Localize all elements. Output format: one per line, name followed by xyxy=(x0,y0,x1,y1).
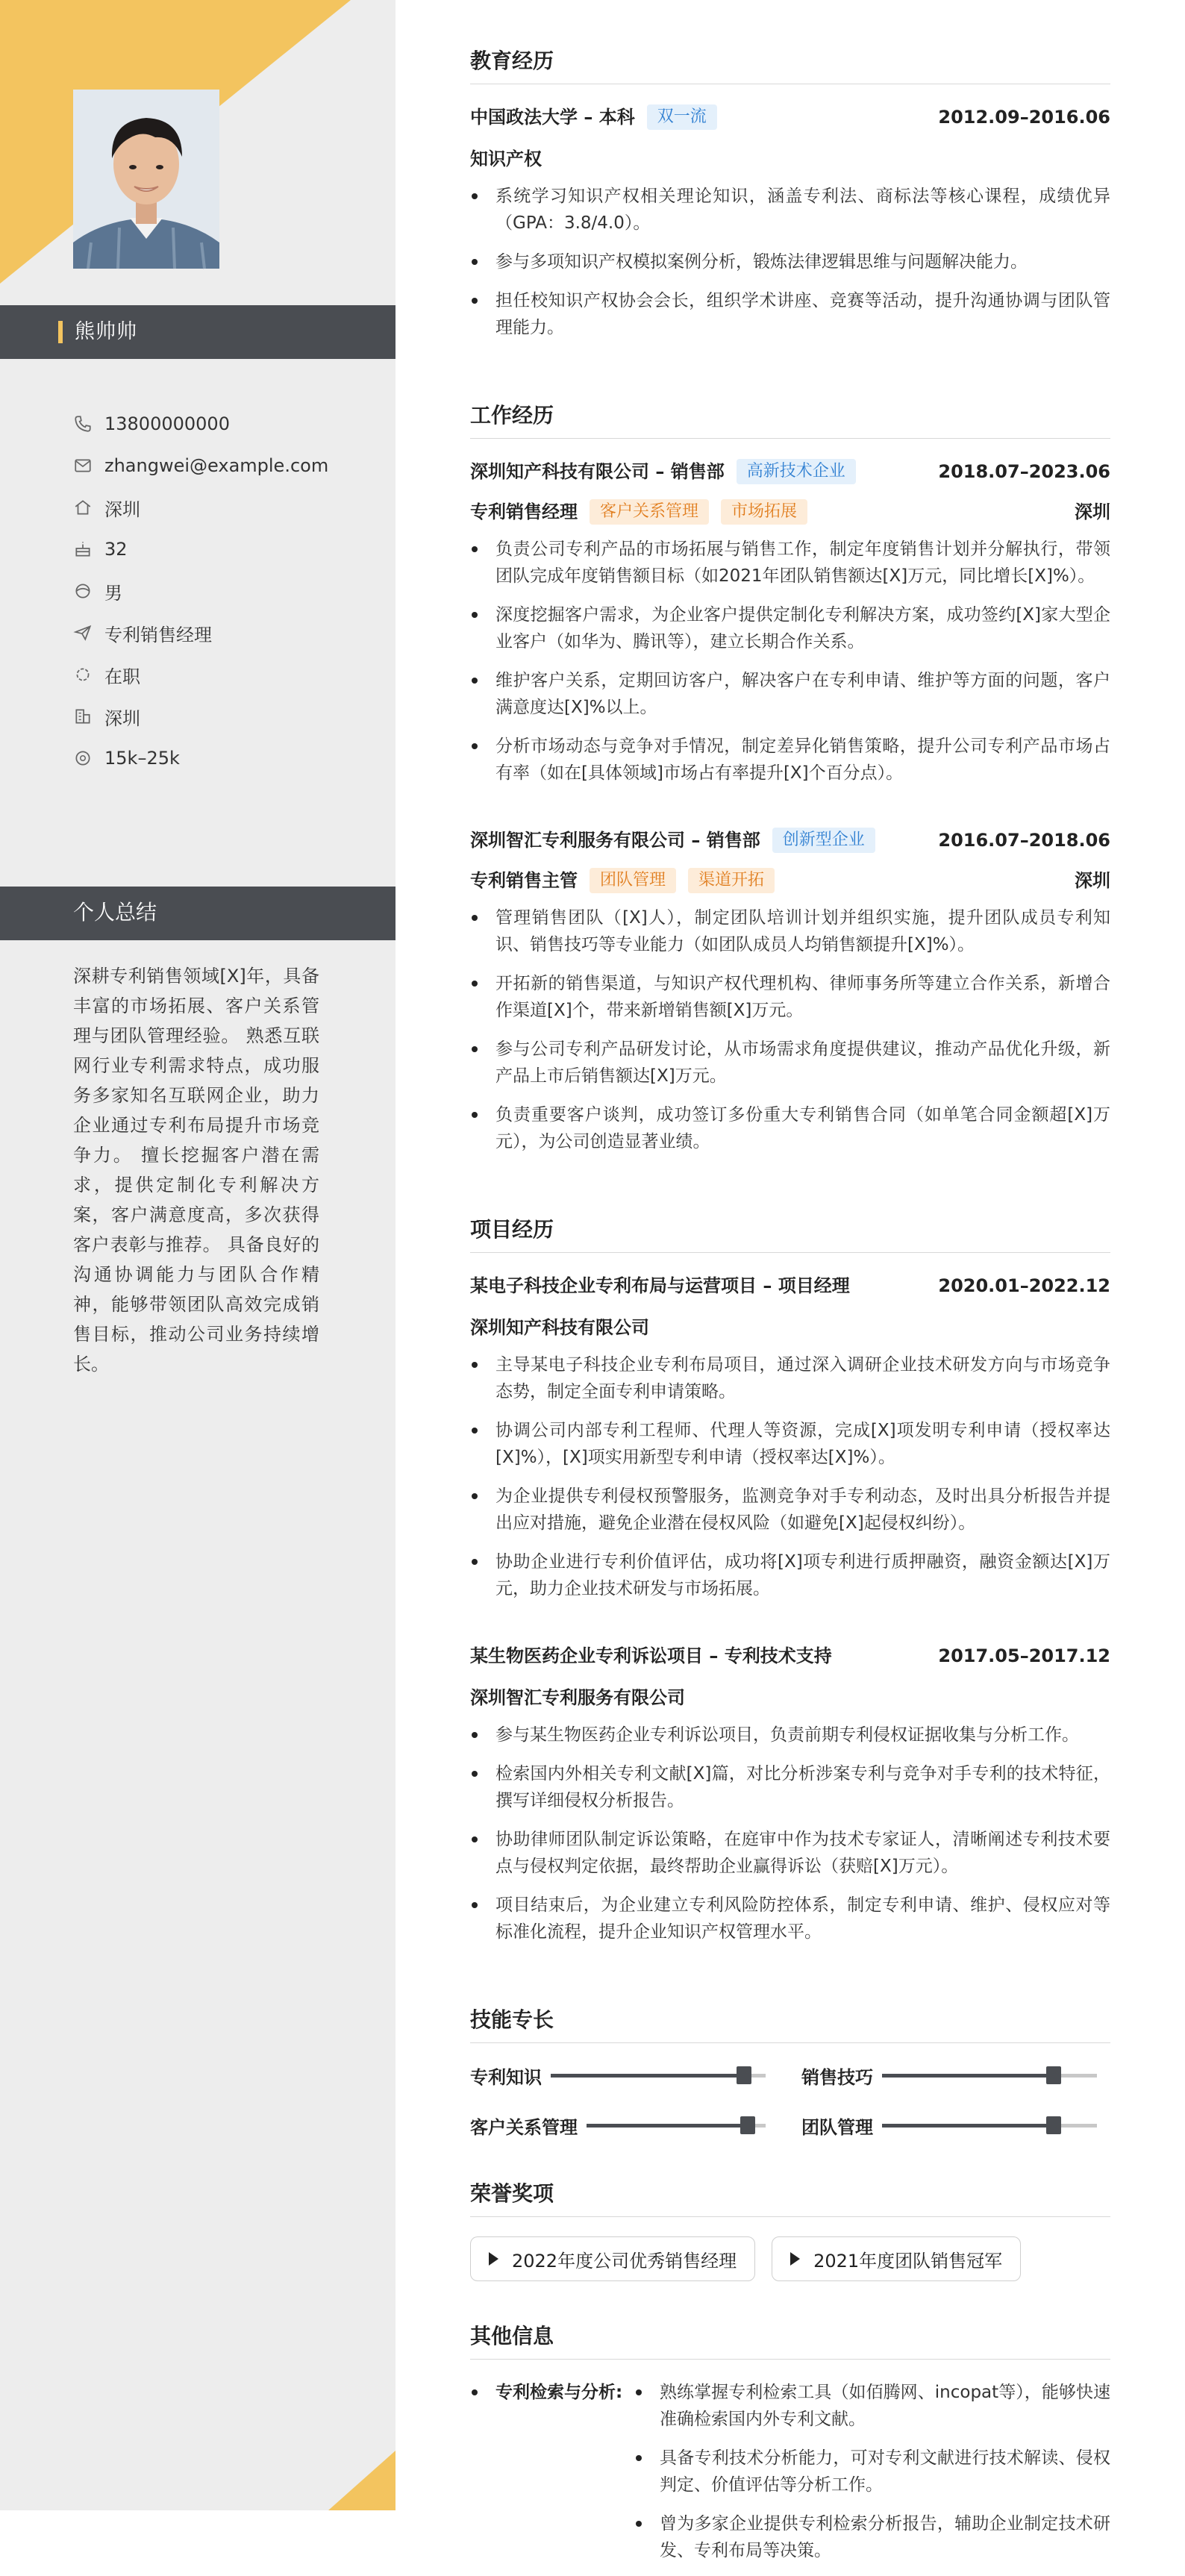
home-icon xyxy=(73,498,93,517)
awards-section xyxy=(470,2178,1110,2281)
role-row xyxy=(470,867,1110,894)
contact-age xyxy=(73,528,387,570)
contact-email xyxy=(73,445,387,487)
skill-name: 销售技巧 xyxy=(801,2067,873,2088)
company-tag: 创新型企业 xyxy=(772,828,875,853)
list-item: 维护客户关系，定期回访客户，解决客户在专利申请、维护等方面的问题，客户满意度达[X]%以上。 xyxy=(470,667,1110,721)
skill-bar xyxy=(587,2124,766,2128)
contact-text: 深圳 xyxy=(104,707,140,729)
role-tag: 团队管理 xyxy=(590,868,676,893)
work-city: 深圳 xyxy=(1075,870,1110,891)
project-org: 深圳智汇专利服务有限公司 xyxy=(470,1687,685,1708)
skill-bar xyxy=(882,2074,1097,2078)
skill-name: 客户关系管理 xyxy=(470,2117,578,2138)
project-bullets xyxy=(470,1722,1110,1945)
company-tag: 高新技术企业 xyxy=(737,459,856,484)
building-icon xyxy=(73,707,93,726)
list-item: 检索国内外相关专利文献[X]篇，对比分析涉案专利与竞争对手专利的技术特征，撰写详细侵权分析报告。 xyxy=(470,1760,1110,1814)
project-header xyxy=(470,1642,1110,1669)
summary-text: 深耕专利销售领域[X]年，具备丰富的市场拓展、客户关系管理与团队管理经验。 熟悉互联网行业专利需求特点，成功服务多家知名互联网企业，助力企业通过专利布局提升市场竞争力。 擅长挖掘客户潜在需求，提供定制化专利解决方案，客户满意度高，多次获得客户表彰与推荐。 具备良好的沟通协调能力与团队合作精神，能够带领团队高效完成销售目标，推动公司业务持续增长。 xyxy=(73,966,319,1375)
skill-item xyxy=(470,2113,779,2139)
skill-fill xyxy=(551,2074,744,2078)
list-item: 参与多项知识产权模拟案例分析，锻炼法律逻辑思维与问题解决能力。 xyxy=(470,248,1110,275)
company-name: 深圳智汇专利服务有限公司 – 销售部 xyxy=(470,830,760,851)
education-section xyxy=(470,45,1110,341)
major: 知识产权 xyxy=(470,149,542,169)
list-item: 参与某生物医药企业专利诉讼项目，负责前期专利侵权证据收集与分析工作。 xyxy=(470,1722,1110,1748)
salary-icon xyxy=(73,748,93,768)
role-row xyxy=(470,498,1110,525)
skills-section xyxy=(470,2004,1110,2139)
phone-icon xyxy=(73,414,93,434)
project-header xyxy=(470,1272,1110,1299)
skill-knob xyxy=(737,2066,751,2084)
education-date: 2012.09–2016.06 xyxy=(938,107,1110,128)
other-item xyxy=(470,2379,1110,2576)
role-tag: 渠道开拓 xyxy=(688,868,775,893)
list-item: 负责重要客户谈判，成功签订多份重大专利销售合同（如单笔合同金额超[X]万元），为公司创造显著业绩。 xyxy=(470,1101,1110,1155)
contact-text: 15k–25k xyxy=(104,748,180,769)
project-date: 2020.01–2022.12 xyxy=(938,1275,1110,1296)
work-header xyxy=(470,827,1110,854)
skill-item xyxy=(801,2063,1110,2089)
work-city: 深圳 xyxy=(1075,501,1110,522)
contact-gender xyxy=(73,570,387,612)
mail-icon xyxy=(73,456,93,475)
skill-name: 团队管理 xyxy=(801,2117,873,2138)
list-item: 系统学习知识产权相关理论知识，涵盖专利法、商标法等核心课程，成绩优异（GPA：3.8/4.0）。 xyxy=(470,183,1110,237)
list-item: 项目结束后，为企业建立专利风险防控体系，制定专利申请、维护、侵权应对等标准化流程，提升企业知识产权管理水平。 xyxy=(470,1892,1110,1945)
skill-fill xyxy=(882,2124,1054,2128)
contact-city xyxy=(73,695,387,737)
education-header xyxy=(470,104,1110,131)
list-item: 深度挖掘客户需求，为企业客户提供定制化专利解决方案，成功签约[X]家大型企业客户（如华为、腾讯等），建立长期合作关系。 xyxy=(470,601,1110,655)
list-item: 开拓新的销售渠道，与知识产权代理机构、律师事务所等建立合作关系，新增合作渠道[X]个，带来新增销售额[X]万元。 xyxy=(470,970,1110,1024)
projects-section xyxy=(470,1213,1110,1945)
contact-text: 男 xyxy=(104,582,122,604)
contact-text: zhangwei@example.com xyxy=(104,455,329,476)
skills-grid xyxy=(470,2063,1110,2139)
award-text: 2022年度公司优秀销售经理 xyxy=(512,2250,737,2272)
contact-text: 专利销售经理 xyxy=(104,624,212,645)
role-name: 专利销售经理 xyxy=(470,501,578,522)
skill-knob xyxy=(1046,2066,1061,2084)
section-title: 工作经历 xyxy=(470,399,1110,439)
send-icon xyxy=(73,623,93,643)
list-item: 协助企业进行专利价值评估，成功将[X]项专利进行质押融资，融资金额达[X]万元，助力企业技术研发与市场拓展。 xyxy=(470,1548,1110,1602)
award-text: 2021年度团队销售冠军 xyxy=(813,2250,1003,2272)
contact-position xyxy=(73,612,387,654)
contact-location xyxy=(73,487,387,528)
section-title: 教育经历 xyxy=(470,45,1110,84)
skill-knob xyxy=(1046,2116,1061,2134)
list-item: 为企业提供专利侵权预警服务，监测竞争对手专利动态，及时出具分析报告并提出应对措施，避免企业潜在侵权风险（如避免[X]起侵权纠纷）。 xyxy=(470,1483,1110,1536)
project-item xyxy=(470,1642,1110,1945)
contact-text: 在职 xyxy=(104,666,140,687)
skill-name: 专利知识 xyxy=(470,2067,542,2088)
avatar xyxy=(73,90,219,269)
list-item: 主导某电子科技企业专利布局项目，通过深入调研企业技术研发方向与市场竞争态势，制定全面专利申请策略。 xyxy=(470,1351,1110,1405)
work-item xyxy=(470,827,1110,1155)
awards-list xyxy=(470,2236,1110,2281)
contact-text: 13800000000 xyxy=(104,413,230,434)
project-org: 深圳知产科技有限公司 xyxy=(470,1317,649,1338)
school-name: 中国政法大学 – 本科 xyxy=(470,107,635,128)
contact-salary xyxy=(73,737,387,779)
work-bullets xyxy=(470,536,1110,787)
role-tag: 市场拓展 xyxy=(721,499,807,525)
award-badge xyxy=(772,2236,1021,2281)
skill-fill xyxy=(587,2124,748,2128)
role-name: 专利销售主管 xyxy=(470,870,578,891)
skill-knob xyxy=(740,2116,755,2134)
list-item: 管理销售团队（[X]人），制定团队培训计划并组织实施，提升团队成员专利知识、销售技巧等专业能力（如团队成员人均销售额提升[X]%）。 xyxy=(470,904,1110,958)
work-bullets xyxy=(470,904,1110,1155)
section-title: 技能专长 xyxy=(470,2004,1110,2043)
skill-fill xyxy=(882,2074,1054,2078)
summary-title: 个人总结 xyxy=(73,900,157,925)
list-item: 熟练掌握专利检索工具（如佰腾网、incopat等），能够快速准确检索国内外专利文献。 xyxy=(634,2379,1110,2433)
work-section xyxy=(470,399,1110,1155)
list-item: 负责公司专利产品的市场拓展与销售工作，制定年度销售计划并分解执行，带领团队完成年度销售额目标（如2021年团队销售额达[X]万元，同比增长[X]%）。 xyxy=(470,536,1110,590)
work-date: 2016.07–2018.06 xyxy=(938,830,1110,851)
gender-icon xyxy=(73,581,93,601)
name-bar xyxy=(0,305,395,359)
project-name: 某电子科技企业专利布局与运营项目 – 项目经理 xyxy=(470,1275,850,1296)
section-title: 其他信息 xyxy=(470,2320,1110,2360)
contact-list xyxy=(73,403,387,779)
decor-triangle-bottom xyxy=(328,2451,395,2510)
person-name: 熊帅帅 xyxy=(75,320,137,343)
contact-text: 32 xyxy=(104,539,128,560)
play-icon xyxy=(790,2252,800,2266)
work-header xyxy=(470,458,1110,485)
list-item: 具备专利技术分析能力，可对专利文献进行技术解读、侵权判定、价值评估等分析工作。 xyxy=(634,2445,1110,2498)
sidebar xyxy=(0,0,395,2510)
list-item: 曾为多家企业提供专利检索分析报告，辅助企业制定技术研发、专利布局等决策。 xyxy=(634,2510,1110,2564)
main-content xyxy=(470,45,1110,2576)
contact-phone xyxy=(73,403,387,445)
summary-bar xyxy=(0,887,395,940)
section-title: 项目经历 xyxy=(470,1213,1110,1253)
list-item: 协调公司内部专利工程师、代理人等资源，完成[X]项发明专利申请（授权率达[X]%），[X]项实用新型专利申请（授权率达[X]%）。 xyxy=(470,1417,1110,1471)
contact-status xyxy=(73,654,387,695)
skill-bar xyxy=(551,2074,766,2078)
other-key: 专利检索与分析: xyxy=(470,2379,634,2576)
project-bullets xyxy=(470,1351,1110,1602)
play-icon xyxy=(489,2252,498,2266)
project-item xyxy=(470,1272,1110,1602)
skill-item xyxy=(801,2113,1110,2139)
school-tag: 双一流 xyxy=(647,104,717,130)
section-title: 荣誉奖项 xyxy=(470,2178,1110,2217)
status-icon xyxy=(73,665,93,684)
skill-item xyxy=(470,2063,779,2089)
company-name: 深圳知产科技有限公司 – 销售部 xyxy=(470,461,725,482)
cake-icon xyxy=(73,540,93,559)
education-bullets xyxy=(470,183,1110,341)
award-badge xyxy=(470,2236,755,2281)
work-date: 2018.07–2023.06 xyxy=(938,461,1110,482)
contact-text: 深圳 xyxy=(104,498,140,520)
project-date: 2017.05–2017.12 xyxy=(938,1645,1110,1666)
project-name: 某生物医药企业专利诉讼项目 – 专利技术支持 xyxy=(470,1645,832,1666)
skill-bar xyxy=(882,2124,1097,2128)
other-section xyxy=(470,2320,1110,2576)
list-item: 分析市场动态与竞争对手情况，制定差异化销售策略，提升公司专利产品市场占有率（如在[具体领域]市场占有率提升[X]个百分点）。 xyxy=(470,733,1110,787)
work-item xyxy=(470,458,1110,787)
role-tag: 客户关系管理 xyxy=(590,499,709,525)
other-bullets xyxy=(634,2379,1110,2576)
list-item: 参与公司专利产品研发讨论，从市场需求角度提供建议，推动产品优化升级，新产品上市后销售额达[X]万元。 xyxy=(470,1036,1110,1090)
list-item: 担任校知识产权协会会长，组织学术讲座、竞赛等活动，提升沟通协调与团队管理能力。 xyxy=(470,287,1110,341)
name-accent-mark xyxy=(58,321,63,343)
list-item: 协助律师团队制定诉讼策略，在庭审中作为技术专家证人，清晰阐述专利技术要点与侵权判定依据，最终帮助企业赢得诉讼（获赔[X]万元）。 xyxy=(470,1826,1110,1880)
